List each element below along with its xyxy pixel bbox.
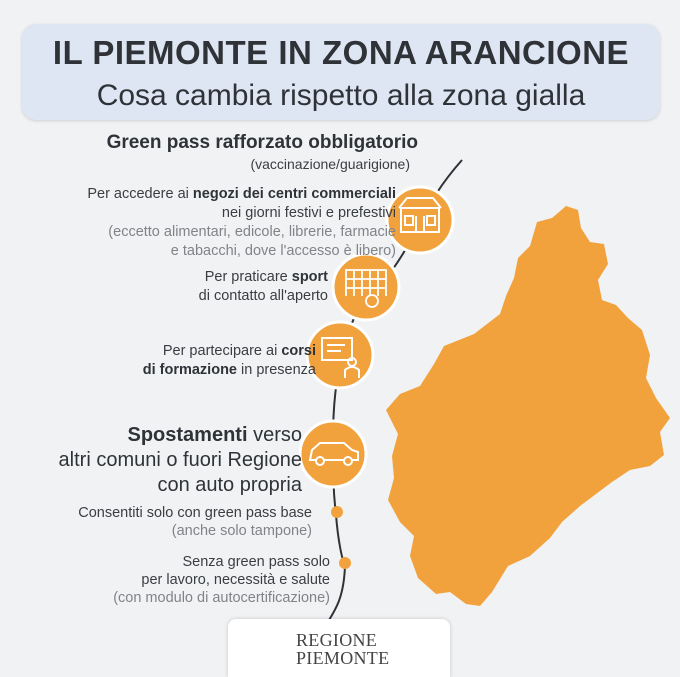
item-text: di contatto all'aperto bbox=[198, 288, 328, 304]
spostamenti-text: altri comuni o fuori Regione bbox=[58, 449, 302, 471]
item-shopping bbox=[87, 185, 396, 261]
item-text: Senza green pass solo bbox=[182, 554, 330, 570]
item-sport bbox=[199, 268, 328, 306]
spostamenti-bold: Spostamenti bbox=[127, 424, 248, 446]
item-text: per lavoro, necessità e salute bbox=[141, 572, 330, 588]
main-title: IL PIEMONTE IN ZONA ARANCIONE bbox=[52, 34, 630, 71]
item-text: Per partecipare ai bbox=[162, 343, 282, 359]
item-training bbox=[143, 342, 316, 380]
logo-text bbox=[296, 631, 389, 667]
item-note: (eccetto alimentari, edicole, librerie, farmacie bbox=[108, 224, 396, 240]
green-pass-heading: Green pass rafforzato obbligatorio bbox=[106, 132, 418, 153]
logo-line: PIEMONTE bbox=[296, 648, 390, 668]
spostamenti-heading bbox=[59, 423, 302, 498]
item-text: in presenza bbox=[237, 362, 316, 378]
item-note: (con modulo di autocertificazione) bbox=[113, 590, 330, 606]
subtitle: Cosa cambia rispetto alla zona gialla bbox=[96, 79, 586, 112]
piemonte-map bbox=[386, 206, 670, 606]
item-note: (anche solo tampone) bbox=[171, 523, 312, 539]
spostamenti-text: verso bbox=[247, 424, 302, 446]
item-text: nei giorni festivi e prefestivi bbox=[221, 205, 396, 221]
item-bold: negozi dei centri commerciali bbox=[192, 186, 396, 202]
item-note: e tabacchi, dove l'accesso è libero) bbox=[170, 243, 396, 259]
logo-card bbox=[228, 619, 450, 677]
green-pass-subheading: (vaccinazione/guarigione) bbox=[250, 156, 410, 172]
item-bold: di formazione bbox=[142, 362, 237, 378]
item-text: Per accedere ai bbox=[87, 186, 193, 202]
spostamenti-text: con auto propria bbox=[157, 474, 302, 496]
spostamenti-item-no-pass bbox=[113, 553, 330, 607]
item-text: Consentiti solo con green pass base bbox=[78, 505, 312, 521]
item-text: Per praticare bbox=[204, 269, 292, 285]
spostamenti-item-base bbox=[78, 504, 312, 540]
logo-line: REGIONE bbox=[296, 630, 378, 650]
bullet-dot bbox=[331, 506, 343, 518]
item-bold: sport bbox=[291, 269, 328, 285]
item-bold: corsi bbox=[281, 343, 316, 359]
bullet-dot bbox=[339, 557, 351, 569]
